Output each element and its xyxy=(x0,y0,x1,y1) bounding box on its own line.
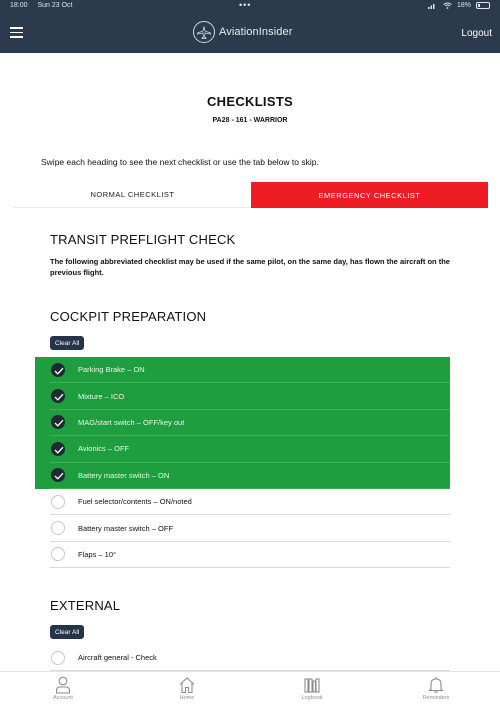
cockpit-clear-all-button[interactable]: Clear All xyxy=(50,336,84,350)
check-circle-icon[interactable] xyxy=(51,389,65,403)
external-clear-all-button[interactable]: Clear All xyxy=(50,625,84,639)
bottom-tab-label: Logbook xyxy=(301,695,323,701)
bottom-tab-reminders[interactable] xyxy=(406,676,466,701)
check-circle-icon[interactable] xyxy=(51,363,65,377)
checklist-item[interactable] xyxy=(50,645,450,671)
page-title: CHECKLISTS xyxy=(206,94,294,109)
checklist-item-label: Battery master switch – OFF xyxy=(78,523,174,533)
cockpit-heading: COCKPIT PREPARATION xyxy=(50,309,207,324)
checklist-item[interactable] xyxy=(50,489,450,515)
checklist-item[interactable] xyxy=(50,463,450,489)
swipe-instruction: Swipe each heading to see the next checklist or use the tab below to skip. xyxy=(41,157,319,167)
tab-emergency-checklist[interactable]: EMERGENCY CHECKLIST xyxy=(251,182,488,208)
checklist-item-label: Parking Brake – ON xyxy=(78,365,145,375)
checklist-item[interactable] xyxy=(50,410,450,436)
wifi-icon xyxy=(443,2,452,9)
bottom-tab-label: Home xyxy=(179,695,195,701)
checklist-item[interactable] xyxy=(50,357,450,383)
transit-heading: TRANSIT PREFLIGHT CHECK xyxy=(50,232,236,247)
checkmark-icon xyxy=(54,472,64,480)
checklist-item[interactable] xyxy=(50,383,450,409)
home-icon xyxy=(178,676,196,694)
check-circle-icon[interactable] xyxy=(51,442,65,456)
logout-button[interactable]: Logout xyxy=(461,28,492,39)
multitask-dots[interactable]: ••• xyxy=(239,0,252,10)
checklist-item-label: Avionics – OFF xyxy=(78,444,130,454)
bottom-tab-bar xyxy=(0,671,500,714)
signal-icon xyxy=(428,2,438,9)
status-bar xyxy=(0,0,500,13)
cockpit-checklist xyxy=(50,357,450,568)
checklist-item-label: Aircraft general - Check xyxy=(78,653,157,663)
bottom-tab-label: Reminders xyxy=(422,695,450,701)
top-nav-bar xyxy=(0,13,500,53)
transit-description: The following abbreviated checklist may be used if the same pilot, on the same day, has flown the aircraft on the previous flight. xyxy=(50,257,450,277)
person-icon xyxy=(55,676,71,694)
battery-icon xyxy=(476,2,490,9)
check-circle-icon[interactable] xyxy=(51,415,65,429)
app-logo[interactable] xyxy=(193,21,292,43)
checkmark-icon xyxy=(54,393,64,401)
checklist-item[interactable] xyxy=(50,515,450,541)
logo-text: AviationInsider xyxy=(219,26,293,38)
checklist-item-label: Mixture – ICO xyxy=(78,391,125,401)
bottom-tab-logbook[interactable] xyxy=(282,676,342,701)
tab-normal-checklist[interactable]: NORMAL CHECKLIST xyxy=(14,182,251,208)
checklist-item-label: Battery master switch – ON xyxy=(78,470,170,480)
battery-percent: 18% xyxy=(456,2,471,9)
checklist-item-label: MAG/start switch – OFF/key out xyxy=(78,417,185,427)
bottom-tab-home[interactable] xyxy=(157,676,217,701)
check-circle-icon[interactable] xyxy=(51,468,65,482)
status-date: Sun 23 Oct xyxy=(37,2,73,9)
checkmark-icon xyxy=(54,419,64,427)
logbook-icon xyxy=(303,676,321,694)
bottom-tab-account[interactable] xyxy=(33,676,93,701)
plane-logo-icon xyxy=(193,21,215,43)
status-time-date xyxy=(10,2,81,9)
bottom-tab-label: Account xyxy=(53,695,73,701)
checklist-item[interactable] xyxy=(50,542,450,568)
hamburger-menu-icon[interactable] xyxy=(10,27,23,38)
checklist-item-label: Fuel selector/contents – ON/noted xyxy=(78,497,192,507)
checklist-item-label: Flaps – 10° xyxy=(78,549,117,559)
external-checklist xyxy=(50,645,450,671)
checklist-item[interactable] xyxy=(50,436,450,462)
check-circle-icon[interactable] xyxy=(51,651,65,665)
external-heading: EXTERNAL xyxy=(50,598,121,613)
checkmark-icon xyxy=(54,446,64,454)
checkmark-icon xyxy=(54,367,64,375)
status-right xyxy=(428,2,490,9)
bell-icon xyxy=(428,676,444,694)
check-circle-icon[interactable] xyxy=(51,495,65,509)
status-time: 18:00 xyxy=(10,2,28,9)
aircraft-subtitle: PA28 - 161 - WARRIOR xyxy=(212,117,288,124)
checklist-tabs xyxy=(14,182,488,208)
check-circle-icon[interactable] xyxy=(51,547,65,561)
check-circle-icon[interactable] xyxy=(51,521,65,535)
